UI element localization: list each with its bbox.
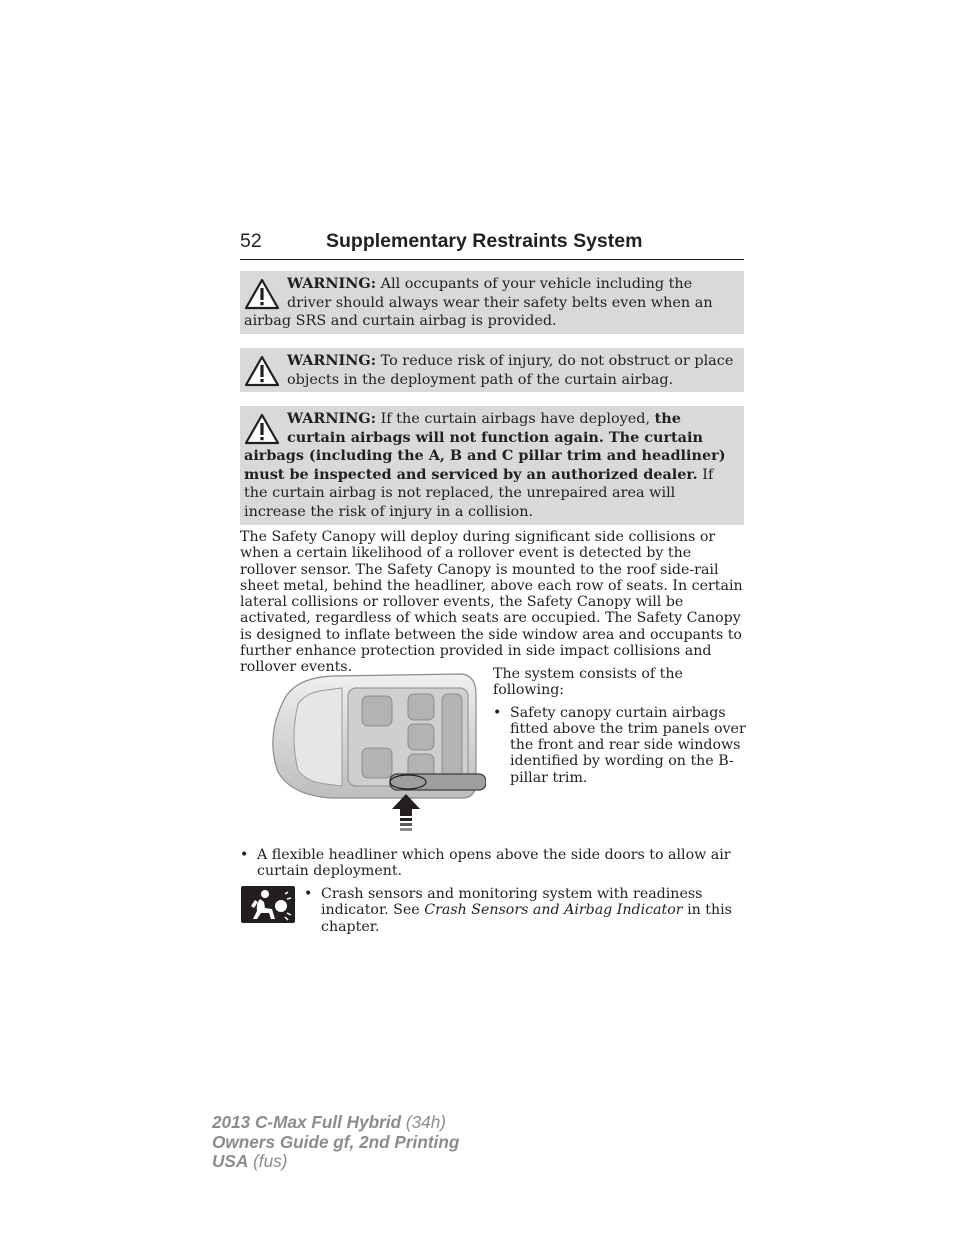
list-item (240, 847, 744, 880)
bullet-dot: • (493, 704, 502, 721)
cross-reference: Crash Sensors and Airbag Indicator (424, 902, 683, 919)
warning-label: WARNING: (287, 410, 377, 427)
system-description (493, 666, 748, 786)
footer-model: 2013 C-Max Full Hybrid (212, 1112, 402, 1132)
list-item (304, 886, 744, 935)
page-footer (212, 1113, 459, 1172)
bullet-text: A flexible headliner which opens above the side doors to allow air curtain deployment. (257, 847, 731, 880)
airbag-indicator-icon (241, 886, 295, 923)
warning-text: If the curtain airbag is not replaced, the unrepaired area will increase the risk of injury in a collision. (244, 466, 714, 520)
page-number: 52 (240, 230, 262, 252)
footer-guide: Owners Guide gf, 2nd Printing (212, 1131, 460, 1152)
system-intro: The system consists of the following: (493, 666, 683, 699)
warning-triangle-icon (244, 412, 280, 446)
warning-bold-text: the curtain airbags will not function again. The curtain airbags (including the A, B and C pillar trim and headliner) must be inspected and serviced by an authorized dealer. (244, 410, 726, 483)
bullet-dot: • (240, 847, 249, 863)
impact-arrow-icon (392, 794, 420, 831)
page-header (240, 229, 744, 260)
warning-triangle-icon (244, 354, 280, 388)
warning-text: All occupants of your vehicle including the driver should always wear their safety belts even when an airbag SRS and curtain airbag is provided. (244, 276, 713, 330)
list-item (493, 705, 748, 786)
page-title: Supplementary Restraints System (326, 230, 643, 252)
bullet-text: Safety canopy curtain airbags fitted above the trim panels over the front and rear side windows identified by wording on the B-pillar trim. (510, 704, 746, 786)
bullet-text: in this chapter. (321, 902, 732, 935)
warning-box-2 (240, 348, 744, 392)
safety-canopy-paragraph: The Safety Canopy will deploy during significant side collisions or when a certain likelihood of a rollover event is detected by the rollover sensor. The Safety Canopy is mounted to the roof side-rail sheet metal, behind the headliner, above each row of seats. In certain lateral collisions or rollover events, the Safety Canopy will be activated, regardless of which seats are occupied. The Safety Canopy is designed to inflate between the side window area and occupants to further enhance protection provided in side impact collisions and rollover events. (240, 529, 743, 676)
warning-text: To reduce risk of injury, do not obstruct or place objects in the deployment path of the curtain airbag. (287, 353, 734, 388)
bullet-text: Crash sensors and monitoring system with readiness indicator. See (321, 886, 703, 919)
warning-label: WARNING: (287, 275, 377, 292)
footer-code: (34h) (401, 1112, 447, 1132)
warning-box-3 (240, 406, 744, 525)
warning-label: WARNING: (287, 352, 377, 369)
warning-text: If the curtain airbags have deployed, (376, 411, 655, 427)
bullet-dot: • (304, 886, 313, 902)
car-curtain-airbag-figure (262, 664, 486, 834)
footer-market-code: (fus) (248, 1151, 288, 1171)
warning-triangle-icon (244, 277, 280, 311)
warning-box-1 (240, 271, 744, 334)
footer-market: USA (212, 1151, 249, 1171)
